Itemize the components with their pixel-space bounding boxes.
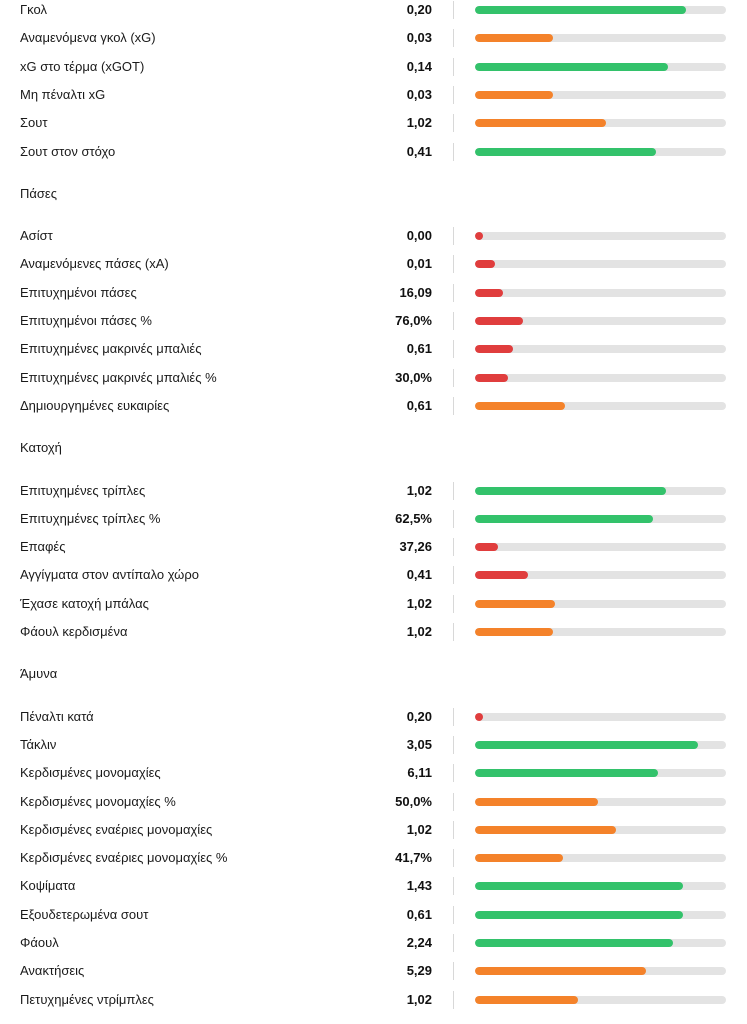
stat-value: 0,41: [406, 567, 432, 583]
stat-row: [0, 24, 747, 52]
percentile-bar: [475, 345, 726, 353]
percentile-bar-fill: [475, 345, 513, 353]
stat-label: xG στο τέρμα (xGOT): [20, 58, 145, 74]
percentile-bar: [475, 741, 726, 749]
divider: [453, 906, 454, 924]
stat-value: 0,20: [406, 708, 432, 724]
percentile-bar-fill: [475, 148, 656, 156]
stat-row: [0, 872, 747, 900]
stat-label: Πετυχημένες ντρίμπλες: [20, 991, 154, 1007]
stat-row: [0, 392, 747, 420]
stat-row: [0, 731, 747, 759]
percentile-bar-fill: [475, 374, 508, 382]
divider: [453, 510, 454, 528]
stat-label: Έχασε κατοχή μπάλας: [20, 595, 149, 611]
percentile-bar: [475, 317, 726, 325]
divider: [453, 793, 454, 811]
percentile-bar: [475, 487, 726, 495]
percentile-bar: [475, 967, 726, 975]
stat-label: Επιτυχημένες μακρινές μπαλιές %: [20, 369, 217, 385]
percentile-bar: [475, 119, 726, 127]
stat-value: 50,0%: [395, 793, 432, 809]
stat-row: [0, 279, 747, 307]
stat-row: [0, 788, 747, 816]
stat-row: [0, 703, 747, 731]
divider: [453, 934, 454, 952]
stat-row: [0, 957, 747, 985]
percentile-bar-fill: [475, 63, 668, 71]
stat-value: 2,24: [406, 935, 432, 950]
percentile-bar: [475, 571, 726, 579]
divider: [453, 58, 454, 76]
percentile-bar: [475, 91, 726, 99]
divider: [453, 255, 454, 273]
stat-value: 1,02: [406, 115, 432, 131]
stat-row: [0, 986, 747, 1014]
percentile-bar-fill: [475, 119, 606, 127]
stat-value: 0,61: [406, 906, 432, 922]
percentile-bar: [475, 260, 726, 268]
divider: [453, 877, 454, 895]
divider: [453, 849, 454, 867]
percentile-bar-fill: [475, 713, 483, 721]
divider: [453, 708, 454, 726]
percentile-bar-fill: [475, 996, 578, 1004]
stat-value: 0,03: [406, 86, 432, 102]
stat-value: 0,61: [406, 397, 432, 413]
stat-value: 1,02: [406, 595, 432, 611]
divider: [453, 227, 454, 245]
divider: [453, 736, 454, 754]
percentile-bar-fill: [475, 317, 523, 325]
stat-row: [0, 53, 747, 81]
stat-label: Γκολ: [20, 2, 47, 17]
percentile-bar: [475, 939, 726, 947]
stat-value: 1,02: [406, 821, 432, 837]
percentile-bar-fill: [475, 628, 553, 636]
stat-value: 0,20: [406, 2, 432, 17]
divider: [453, 1, 454, 19]
stat-row: [0, 505, 747, 533]
stat-value: 62,5%: [395, 510, 432, 526]
stat-label: Κερδισμένες εναέριες μονομαχίες %: [20, 850, 228, 866]
stat-label: Ανακτήσεις: [20, 963, 85, 979]
percentile-bar: [475, 515, 726, 523]
percentile-bar: [475, 826, 726, 834]
stat-row: [0, 477, 747, 505]
stat-row: [0, 0, 747, 24]
stat-row: [0, 816, 747, 844]
stat-value: 0,41: [406, 143, 432, 159]
stat-label: Κερδισμένες μονομαχίες %: [20, 793, 176, 809]
stat-label: Τάκλιν: [20, 736, 57, 752]
stat-row: [0, 618, 747, 646]
stat-label: Φάουλ: [20, 935, 59, 950]
percentile-bar-fill: [475, 967, 646, 975]
divider: [453, 369, 454, 387]
percentile-bar: [475, 232, 726, 240]
stat-row: [0, 109, 747, 137]
percentile-bar-fill: [475, 402, 565, 410]
stat-row: [0, 759, 747, 787]
stat-value: 3,05: [406, 736, 432, 752]
stat-value: 1,02: [406, 624, 432, 639]
percentile-bar: [475, 374, 726, 382]
stat-row: [0, 590, 747, 618]
divider: [453, 566, 454, 584]
percentile-bar-fill: [475, 911, 683, 919]
stat-value: 0,14: [406, 58, 432, 74]
divider: [453, 538, 454, 556]
percentile-bar: [475, 769, 726, 777]
percentile-bar-fill: [475, 487, 666, 495]
stat-row: [0, 222, 747, 250]
divider: [453, 821, 454, 839]
percentile-bar-fill: [475, 600, 555, 608]
percentile-bar-fill: [475, 882, 683, 890]
stat-value: 1,43: [406, 878, 432, 894]
stat-label: Επιτυχημένες τρίπλες %: [20, 510, 161, 526]
stat-label: Αναμενόμενες πάσες (xA): [20, 256, 169, 272]
percentile-bar: [475, 34, 726, 42]
stat-label: Επιτυχημένες μακρινές μπαλιές: [20, 341, 202, 357]
stat-row: [0, 81, 747, 109]
percentile-bar: [475, 996, 726, 1004]
divider: [453, 284, 454, 302]
percentile-bar: [475, 543, 726, 551]
percentile-bar: [475, 289, 726, 297]
stat-label: Σουτ στον στόχο: [20, 143, 116, 159]
percentile-bar-fill: [475, 515, 653, 523]
stat-value: 0,00: [406, 228, 432, 244]
divider: [453, 340, 454, 358]
divider: [453, 764, 454, 782]
stat-label: Ασίστ: [20, 228, 53, 244]
percentile-bar-fill: [475, 854, 563, 862]
stat-row: [0, 250, 747, 278]
divider: [453, 962, 454, 980]
percentile-bar: [475, 798, 726, 806]
percentile-bar-fill: [475, 34, 553, 42]
percentile-bar: [475, 6, 726, 14]
percentile-bar-fill: [475, 571, 528, 579]
stat-label: Επιτυχημένες τρίπλες: [20, 482, 146, 498]
divider: [453, 482, 454, 500]
divider: [453, 991, 454, 1009]
percentile-bar-fill: [475, 798, 598, 806]
stat-label: Πέναλτι κατά: [20, 708, 94, 724]
percentile-bar-fill: [475, 543, 498, 551]
percentile-bar: [475, 882, 726, 890]
stat-value: 30,0%: [395, 369, 432, 385]
percentile-bar-fill: [475, 826, 616, 834]
divider: [453, 29, 454, 47]
stat-row: [0, 929, 747, 957]
divider: [453, 312, 454, 330]
stat-label: Φάουλ κερδισμένα: [20, 624, 128, 639]
stat-value: 5,29: [406, 963, 432, 979]
percentile-bar-fill: [475, 6, 686, 14]
stat-label: Μη πέναλτι xG: [20, 86, 106, 102]
stat-row: [0, 533, 747, 561]
divider: [453, 595, 454, 613]
percentile-bar: [475, 713, 726, 721]
stat-value: 0,01: [406, 256, 432, 272]
percentile-bar: [475, 402, 726, 410]
percentile-bar: [475, 600, 726, 608]
stat-label: Επιτυχημένοι πάσες %: [20, 313, 152, 328]
stat-label: Αναμενόμενα γκολ (xG): [20, 30, 156, 46]
stat-row: [0, 307, 747, 335]
divider: [453, 397, 454, 415]
stat-row: [0, 844, 747, 872]
percentile-bar-fill: [475, 939, 673, 947]
percentile-bar: [475, 628, 726, 636]
divider: [453, 86, 454, 104]
stat-label: Κερδισμένες μονομαχίες: [20, 765, 161, 781]
percentile-bar: [475, 63, 726, 71]
stat-value: 1,02: [406, 482, 432, 498]
stat-label: Επαφές: [20, 539, 66, 555]
stat-row: [0, 561, 747, 589]
stat-label: Κοψίματα: [20, 878, 76, 894]
percentile-bar-fill: [475, 741, 698, 749]
stat-value: 0,03: [406, 30, 432, 46]
percentile-bar-fill: [475, 289, 503, 297]
stat-value: 1,02: [406, 991, 432, 1007]
stat-label: Σουτ: [20, 115, 48, 131]
stat-label: Κερδισμένες εναέριες μονομαχίες: [20, 821, 213, 837]
percentile-bar-fill: [475, 91, 553, 99]
section-title: Πάσες: [20, 185, 57, 201]
divider: [453, 114, 454, 132]
stat-value: 41,7%: [395, 850, 432, 866]
divider: [453, 623, 454, 641]
stat-value: 37,26: [399, 539, 432, 555]
percentile-bar: [475, 854, 726, 862]
stat-value: 6,11: [407, 765, 432, 781]
stat-row: [0, 364, 747, 392]
stat-value: 76,0%: [395, 313, 432, 328]
percentile-bar-fill: [475, 769, 658, 777]
stat-label: Αγγίγματα στον αντίπαλο χώρο: [20, 567, 199, 583]
stat-label: Εξουδετερωμένα σουτ: [20, 906, 149, 922]
stat-value: 16,09: [399, 284, 432, 300]
stat-row: [0, 335, 747, 363]
stat-row: [0, 901, 747, 929]
section-title: Κατοχή: [20, 440, 62, 456]
percentile-bar-fill: [475, 232, 483, 240]
stat-value: 0,61: [406, 341, 432, 357]
percentile-bar: [475, 148, 726, 156]
percentile-bar-fill: [475, 260, 495, 268]
stat-label: Δημιουργημένες ευκαιρίες: [20, 397, 170, 413]
percentile-bar: [475, 911, 726, 919]
divider: [453, 143, 454, 161]
stat-row: [0, 138, 747, 166]
stat-label: Επιτυχημένοι πάσες: [20, 284, 137, 300]
section-title: Άμυνα: [20, 666, 58, 682]
